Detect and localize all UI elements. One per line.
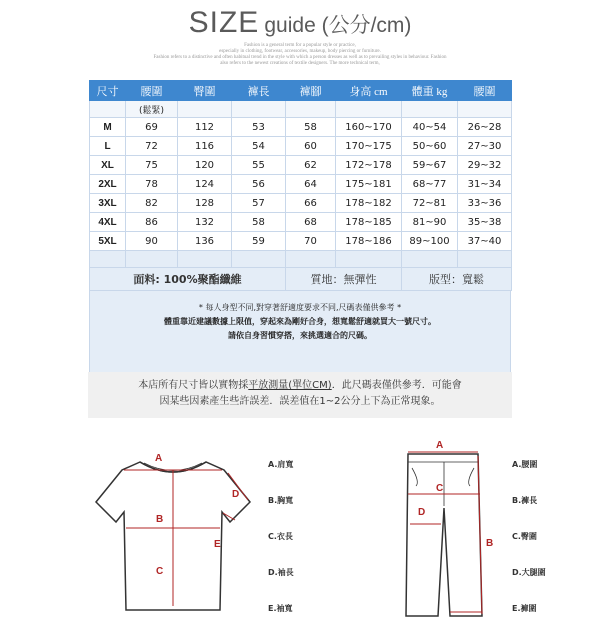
fine-print-1: Fashion is a general term for a popular style or practice, [244,43,356,48]
value-cell: 178~186 [336,232,402,251]
value-cell: 26~28 [458,118,512,137]
table-row [90,175,512,194]
value-cell: 75 [126,156,178,175]
value-cell: 82 [126,194,178,213]
value-cell: 120 [178,156,232,175]
value-cell: 40~54 [402,118,458,137]
col-header: 褲長 [232,81,286,101]
sizing-notes [89,291,511,374]
value-cell: 112 [178,118,232,137]
value-cell: 59~67 [402,156,458,175]
table-row [90,156,512,175]
col-header: 體重 kg [402,81,458,101]
value-cell: 50~60 [402,137,458,156]
value-cell: 69 [126,118,178,137]
size-cell: 3XL [90,194,126,213]
col-header: 腰圍 [126,81,178,101]
shirt-label-e: E.袖寬 [268,604,293,613]
value-cell: 66 [286,194,336,213]
size-table-section [89,80,511,374]
value-cell: 68~77 [402,175,458,194]
value-cell: 64 [286,175,336,194]
value-cell: 60 [286,137,336,156]
tshirt-marker-a: A [155,453,163,464]
shirt-label-c: C.衣長 [268,532,293,541]
note-line-1: * 每人身型不同,對穿著舒適度要求不同,尺碼表僅供參考 * [198,303,402,312]
pants-marker-d: D [418,507,426,518]
value-cell: 178~185 [336,213,402,232]
value-cell: 27~30 [458,137,512,156]
value-cell: 57 [232,194,286,213]
value-cell: 175~181 [336,175,402,194]
value-cell: 29~32 [458,156,512,175]
value-cell: 124 [178,175,232,194]
fine-print-3: Fashion refers to a distinctive and often habitual trend in the style with which a person dresses as well as to prevailing styles in behaviour. Fashion [153,55,447,60]
value-cell: 81~90 [402,213,458,232]
title-main: SIZE [188,6,260,39]
fine-print-2: especially in clothing, footwear, accessories, makeup, body piercing or furniture. [219,49,381,54]
value-cell: 58 [232,213,286,232]
size-guide-title [0,6,600,40]
measurement-disclaimer [88,372,512,418]
value-cell: 132 [178,213,232,232]
tshirt-marker-b: B [156,514,164,525]
value-cell: 72~81 [402,194,458,213]
fabric-info: 面料: 100%聚酯纖維 [90,268,286,291]
shirt-label-a: A.肩寬 [268,460,294,469]
pants-marker-b: B [486,538,494,549]
value-cell: 33~36 [458,194,512,213]
value-cell: 56 [232,175,286,194]
fabric-row [90,268,512,291]
value-cell: 78 [126,175,178,194]
table-row [90,213,512,232]
value-cell: 136 [178,232,232,251]
size-cell: 2XL [90,175,126,194]
size-table [89,80,512,291]
tshirt-marker-e: E [214,539,221,550]
size-cell: M [90,118,126,137]
table-row [90,118,512,137]
texture-info: 質地：無彈性 [286,268,402,291]
value-cell: 37~40 [458,232,512,251]
table-body [90,118,512,251]
value-cell: 68 [286,213,336,232]
value-cell: 160~170 [336,118,402,137]
col-header: 褲腳 [286,81,336,101]
col-header: 尺寸 [90,81,126,101]
value-cell: 35~38 [458,213,512,232]
value-cell: 86 [126,213,178,232]
col-header: 腰圍 [458,81,512,101]
size-cell: L [90,137,126,156]
value-cell: 70 [286,232,336,251]
value-cell: 170~175 [336,137,402,156]
tshirt-marker-d: D [232,489,240,500]
value-cell: 55 [232,156,286,175]
value-cell: 128 [178,194,232,213]
value-cell: 62 [286,156,336,175]
pants-label-b: B.褲長 [512,496,538,505]
shirt-label-d: D.袖長 [268,568,294,577]
disclaimer-pre: 本店所有尺寸皆以實物採 [138,380,249,391]
size-cell: 5XL [90,232,126,251]
table-row [90,232,512,251]
table-spacer-row [90,251,512,268]
tshirt-marker-c: C [156,566,164,577]
value-cell: 72 [126,137,178,156]
waist-elastic-note: (鬆緊) [126,101,178,118]
table-subheader-row [90,101,512,118]
title-sub: guide (公分/cm) [264,14,412,37]
col-header: 身高 cm [336,81,402,101]
col-header: 臀圍 [178,81,232,101]
table-header-row [90,81,512,101]
fine-print-4: also refers to the newest creations of textile designers. The more technical term, [220,61,380,66]
pants-label-d: D.大腿圍 [512,568,546,577]
pants-marker-a: A [436,440,444,451]
tshirt-diagram [88,440,258,615]
value-cell: 54 [232,137,286,156]
table-row [90,137,512,156]
pants-diagram [398,446,488,621]
note-line-3: 請依自身習慣穿搭，來挑選適合的尺碼。 [228,331,372,340]
value-cell: 59 [232,232,286,251]
value-cell: 178~182 [336,194,402,213]
disclaimer-post: ．此尺碼表僅供參考．可能會 [331,380,462,391]
pants-label-c: C.臀圍 [512,532,537,541]
note-line-2: 體重靠近建議數據上限值，穿起來為剛好合身，想寬鬆舒適就買大一號尺寸。 [164,317,436,326]
pants-label-e: E.褲圍 [512,604,537,613]
table-row [90,194,512,213]
disclaimer-underlined: 平放測量(單位CM) [248,380,332,391]
value-cell: 31~34 [458,175,512,194]
pants-label-a: A.腰圍 [512,460,538,469]
value-cell: 53 [232,118,286,137]
value-cell: 89~100 [402,232,458,251]
fit-info: 版型：寬鬆 [402,268,512,291]
value-cell: 90 [126,232,178,251]
pants-marker-c: C [436,483,444,494]
size-cell: XL [90,156,126,175]
size-cell: 4XL [90,213,126,232]
shirt-label-b: B.胸寬 [268,496,294,505]
disclaimer-line-2: 因某些因素產生些許誤差．誤差值在1~2公分上下為正常現象。 [159,396,441,407]
value-cell: 116 [178,137,232,156]
value-cell: 58 [286,118,336,137]
value-cell: 172~178 [336,156,402,175]
